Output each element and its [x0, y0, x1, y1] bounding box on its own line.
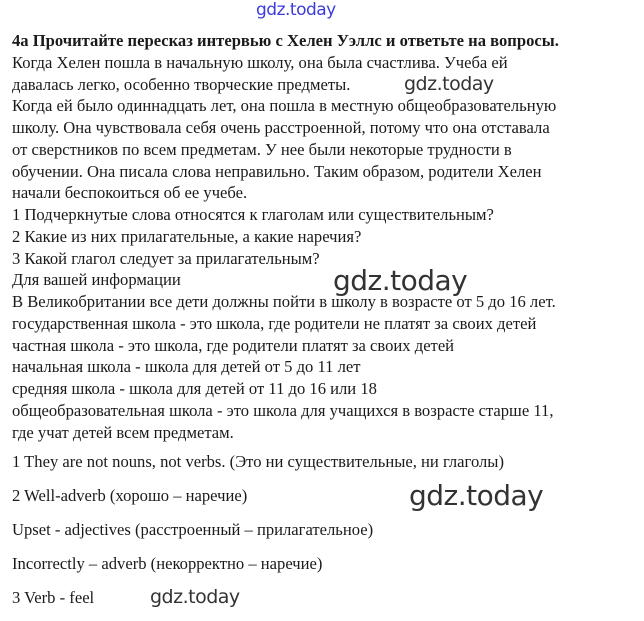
info-heading: Для вашей информации [12, 270, 181, 290]
watermark-top: gdz.today [256, 0, 336, 20]
question-line: 1 Подчеркнутые слова относятся к глаголам или существительным? [12, 205, 494, 224]
text-line: Когда ей было одиннадцать лет, она пошла в местную общеобразовательную [12, 96, 557, 116]
text-line: давалась легко, особенно творческие предметы. [12, 74, 351, 94]
watermark: gdz.today [409, 479, 544, 512]
watermark: gdz.today [150, 586, 240, 608]
watermark: gdz.today [404, 72, 494, 95]
info-line: частная школа - это школа, где родители платят за своих детей [12, 335, 455, 355]
info-line: общеобразовательная школа - это школа для учащихся в возрасте старше 11, [12, 400, 554, 420]
text-line: школу. Она чувствовала себя очень расстроенной, потому что она отставала [12, 118, 550, 137]
info-line: государственная школа - это школа, где родители не платят за своих детей [12, 313, 537, 333]
text-line: Когда Хелен пошла в начальную школу, она была счастлива. Учеба ей [12, 52, 508, 72]
question-line: 3 Какой глагол следует за прилагательным? [12, 248, 320, 268]
answer-line: 1 They are not nouns, not verbs. (Это ни существительные, ни глаголы) [12, 452, 504, 471]
info-line: где учат детей всем предметам. [12, 422, 234, 442]
question-line: 2 Какие из них прилагательные, а какие наречия? [12, 226, 362, 246]
text-line: начали беспокоиться об ее учебе. [12, 183, 248, 203]
answer-line: 3 Verb - feel [12, 588, 95, 607]
text-line: от сверстников по всем предметам. У нее были некоторые трудности в [12, 139, 512, 159]
text-line: обучении. Она писала слова неправильно. Таким образом, родители Хелен [12, 161, 542, 181]
answer-line: Incorrectly – adverb (некорректно – наречие) [12, 554, 323, 573]
info-line: начальная школа - школа для детей от 5 до 11 лет [12, 357, 361, 377]
answers [12, 451, 504, 621]
info-line: В Великобритании все дети должны пойти в школу в возрасте от 5 до 16 лет. [12, 292, 556, 311]
info-line: средняя школа - школа для детей от 11 до 16 или 18 [12, 379, 377, 398]
exercise-title: 4а Прочитайте пересказ интервью с Хелен Уэллс и ответьте на вопросы. [12, 31, 559, 50]
watermark: gdz.today [333, 263, 468, 297]
answer-line: 2 Well-adverb (хорошо – наречие) [12, 486, 248, 505]
answer-line: Upset - adjectives (расстроенный – прилагательное) [12, 520, 374, 539]
